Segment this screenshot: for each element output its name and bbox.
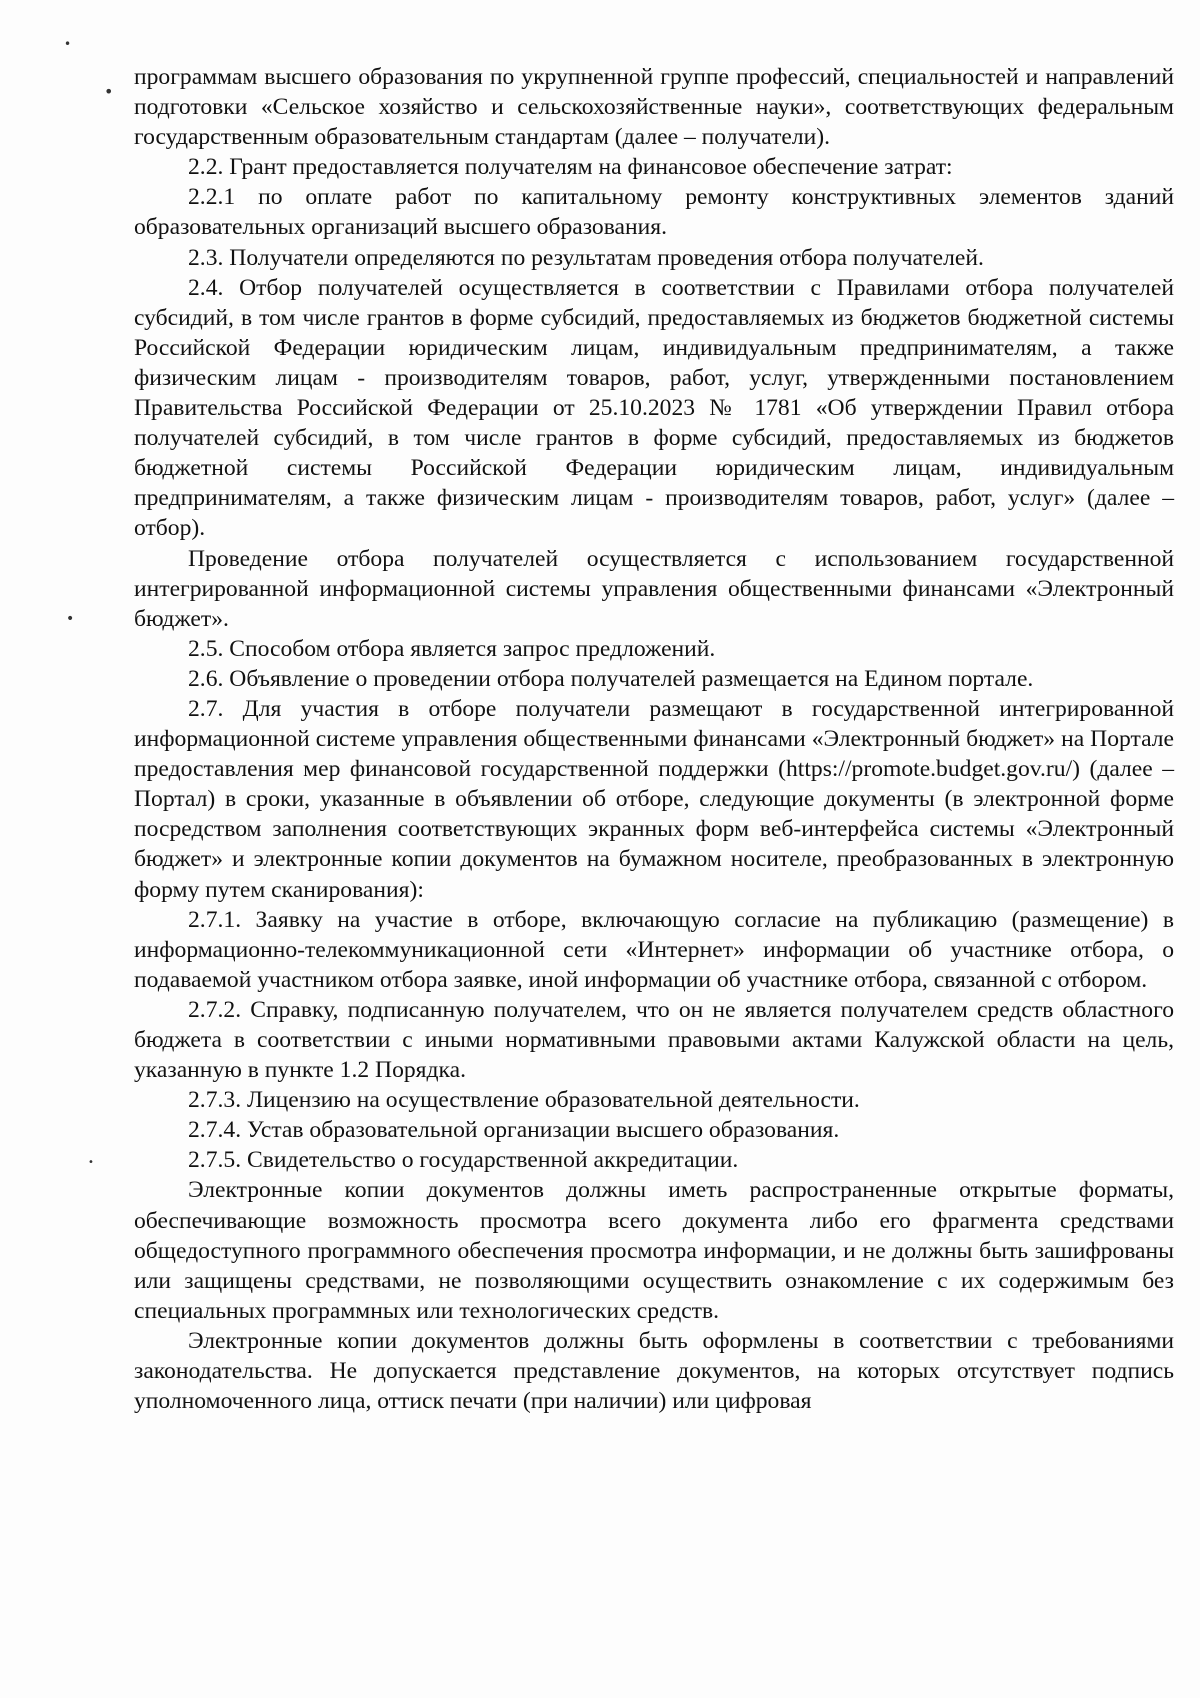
paragraph-2-3: 2.3. Получатели определяются по результатам проведения отбора получателей. [188,244,984,271]
paragraph-electronic-requirements: Электронные копии документов должны быть оформлены в соответствии с требованиями законодательства. Не допускается представление документов, на которых отсутствует подпись уполномоченного лица, оттиск печати (при наличии) или цифровая [134,1327,1174,1415]
paragraph-2-2: 2.2. Грант предоставляется получателям на финансовое обеспечение затрат: [188,154,953,181]
scan-speck: • [88,1157,94,1168]
paragraph-2-5: 2.5. Способом отбора является запрос предложений. [188,635,716,662]
paragraph-2-7-4: 2.7.4. Устав образовательной организации высшего образования. [188,1117,840,1144]
paragraph-2-2-1: 2.2.1 по оплате работ по капитальному ремонту конструктивных элементов зданий образовательных организаций высшего образования. [134,184,1174,241]
scan-speck: • [66,611,75,627]
paragraph-2-6: 2.6. Объявление о проведении отбора получателей размещается на Едином портале. [188,665,1034,692]
scan-speck: • [64,37,72,51]
paragraph-2-7-5: 2.7.5. Свидетельство о государственной аккредитации. [188,1147,739,1174]
paragraph-2-7-2: 2.7.2. Справку, подписанную получателем, что он не является получателем средств областного бюджета в соответствии с иными нормативными правовыми актами Калужской области на цель, указанную в пункте 1.2 Порядка. [134,996,1174,1084]
paragraph-2-7-1: 2.7.1. Заявку на участие в отборе, включающую согласие на публикацию (размещение) в информационно-телекоммуникационной сети «Интернет» информации об участнике отбора, о подаваемой участником отбора заявке, иной информации об участнике отбора, связанной с отбором. [134,906,1174,993]
paragraph-continuation: программам высшего образования по укрупненной группе профессий, специальностей и направлений подготовки «Сельское хозяйство и сельскохозяйственные науки», соответствующих федеральным государственным образовательным стандартам (далее – получатели). [134,64,1174,151]
document-body [134,62,1174,1416]
scan-speck: • [104,82,114,101]
paragraph-2-7: 2.7. Для участия в отборе получатели размещают в государственной интегрированной информационной системе управления общественными финансами «Электронный бюджет» на Портале предоставления мер финансовой государственной поддержки (https://promote.budget.gov.ru/) (далее – Портал) в сроки, указанные в объявлении об отборе, следующие документы (в электронной форме посредством заполнения соответствующих экранных форм веб-интерфейса системы «Электронный бюджет» и электронные копии документов на бумажном носителе, преобразованных в электронную форму путем сканирования): [134,695,1174,903]
paragraph-2-4: 2.4. Отбор получателей осуществляется в соответствии с Правилами отбора получателей субсидий, в том числе грантов в форме субсидий, предоставляемых из бюджетов бюджетной системы Российской Федерации юридическим лицам, индивидуальным предпринимателям, а также физическим лицам - производителям товаров, работ, услуг, утвержденными постановлением Правительства Российской Федерации от 25.10.2023 № 1781 «Об утверждении Правил отбора получателей субсидий, в том числе грантов в форме субсидий, предоставляемых из бюджетов бюджетной системы Российской Федерации юридическим лицам, индивидуальным предпринимателям, а также физическим лицам - производителям товаров, работ, услуг» (далее – отбор). [134,274,1174,542]
paragraph-selection-system: Проведение отбора получателей осуществляется с использованием государственной интегрированной информационной системы управления общественными финансами «Электронный бюджет». [134,545,1174,632]
paragraph-electronic-formats: Электронные копии документов должны иметь распространенные открытые форматы, обеспечивающие возможность просмотра всего документа либо его фрагмента средствами общедоступного программного обеспечения просмотра информации, и не должны быть зашифрованы или защищены средствами, не позволяющими осуществить ознакомление с их содержимым без специальных программных или технологических средств. [134,1177,1174,1324]
paragraph-2-7-3: 2.7.3. Лицензию на осуществление образовательной деятельности. [188,1087,860,1114]
